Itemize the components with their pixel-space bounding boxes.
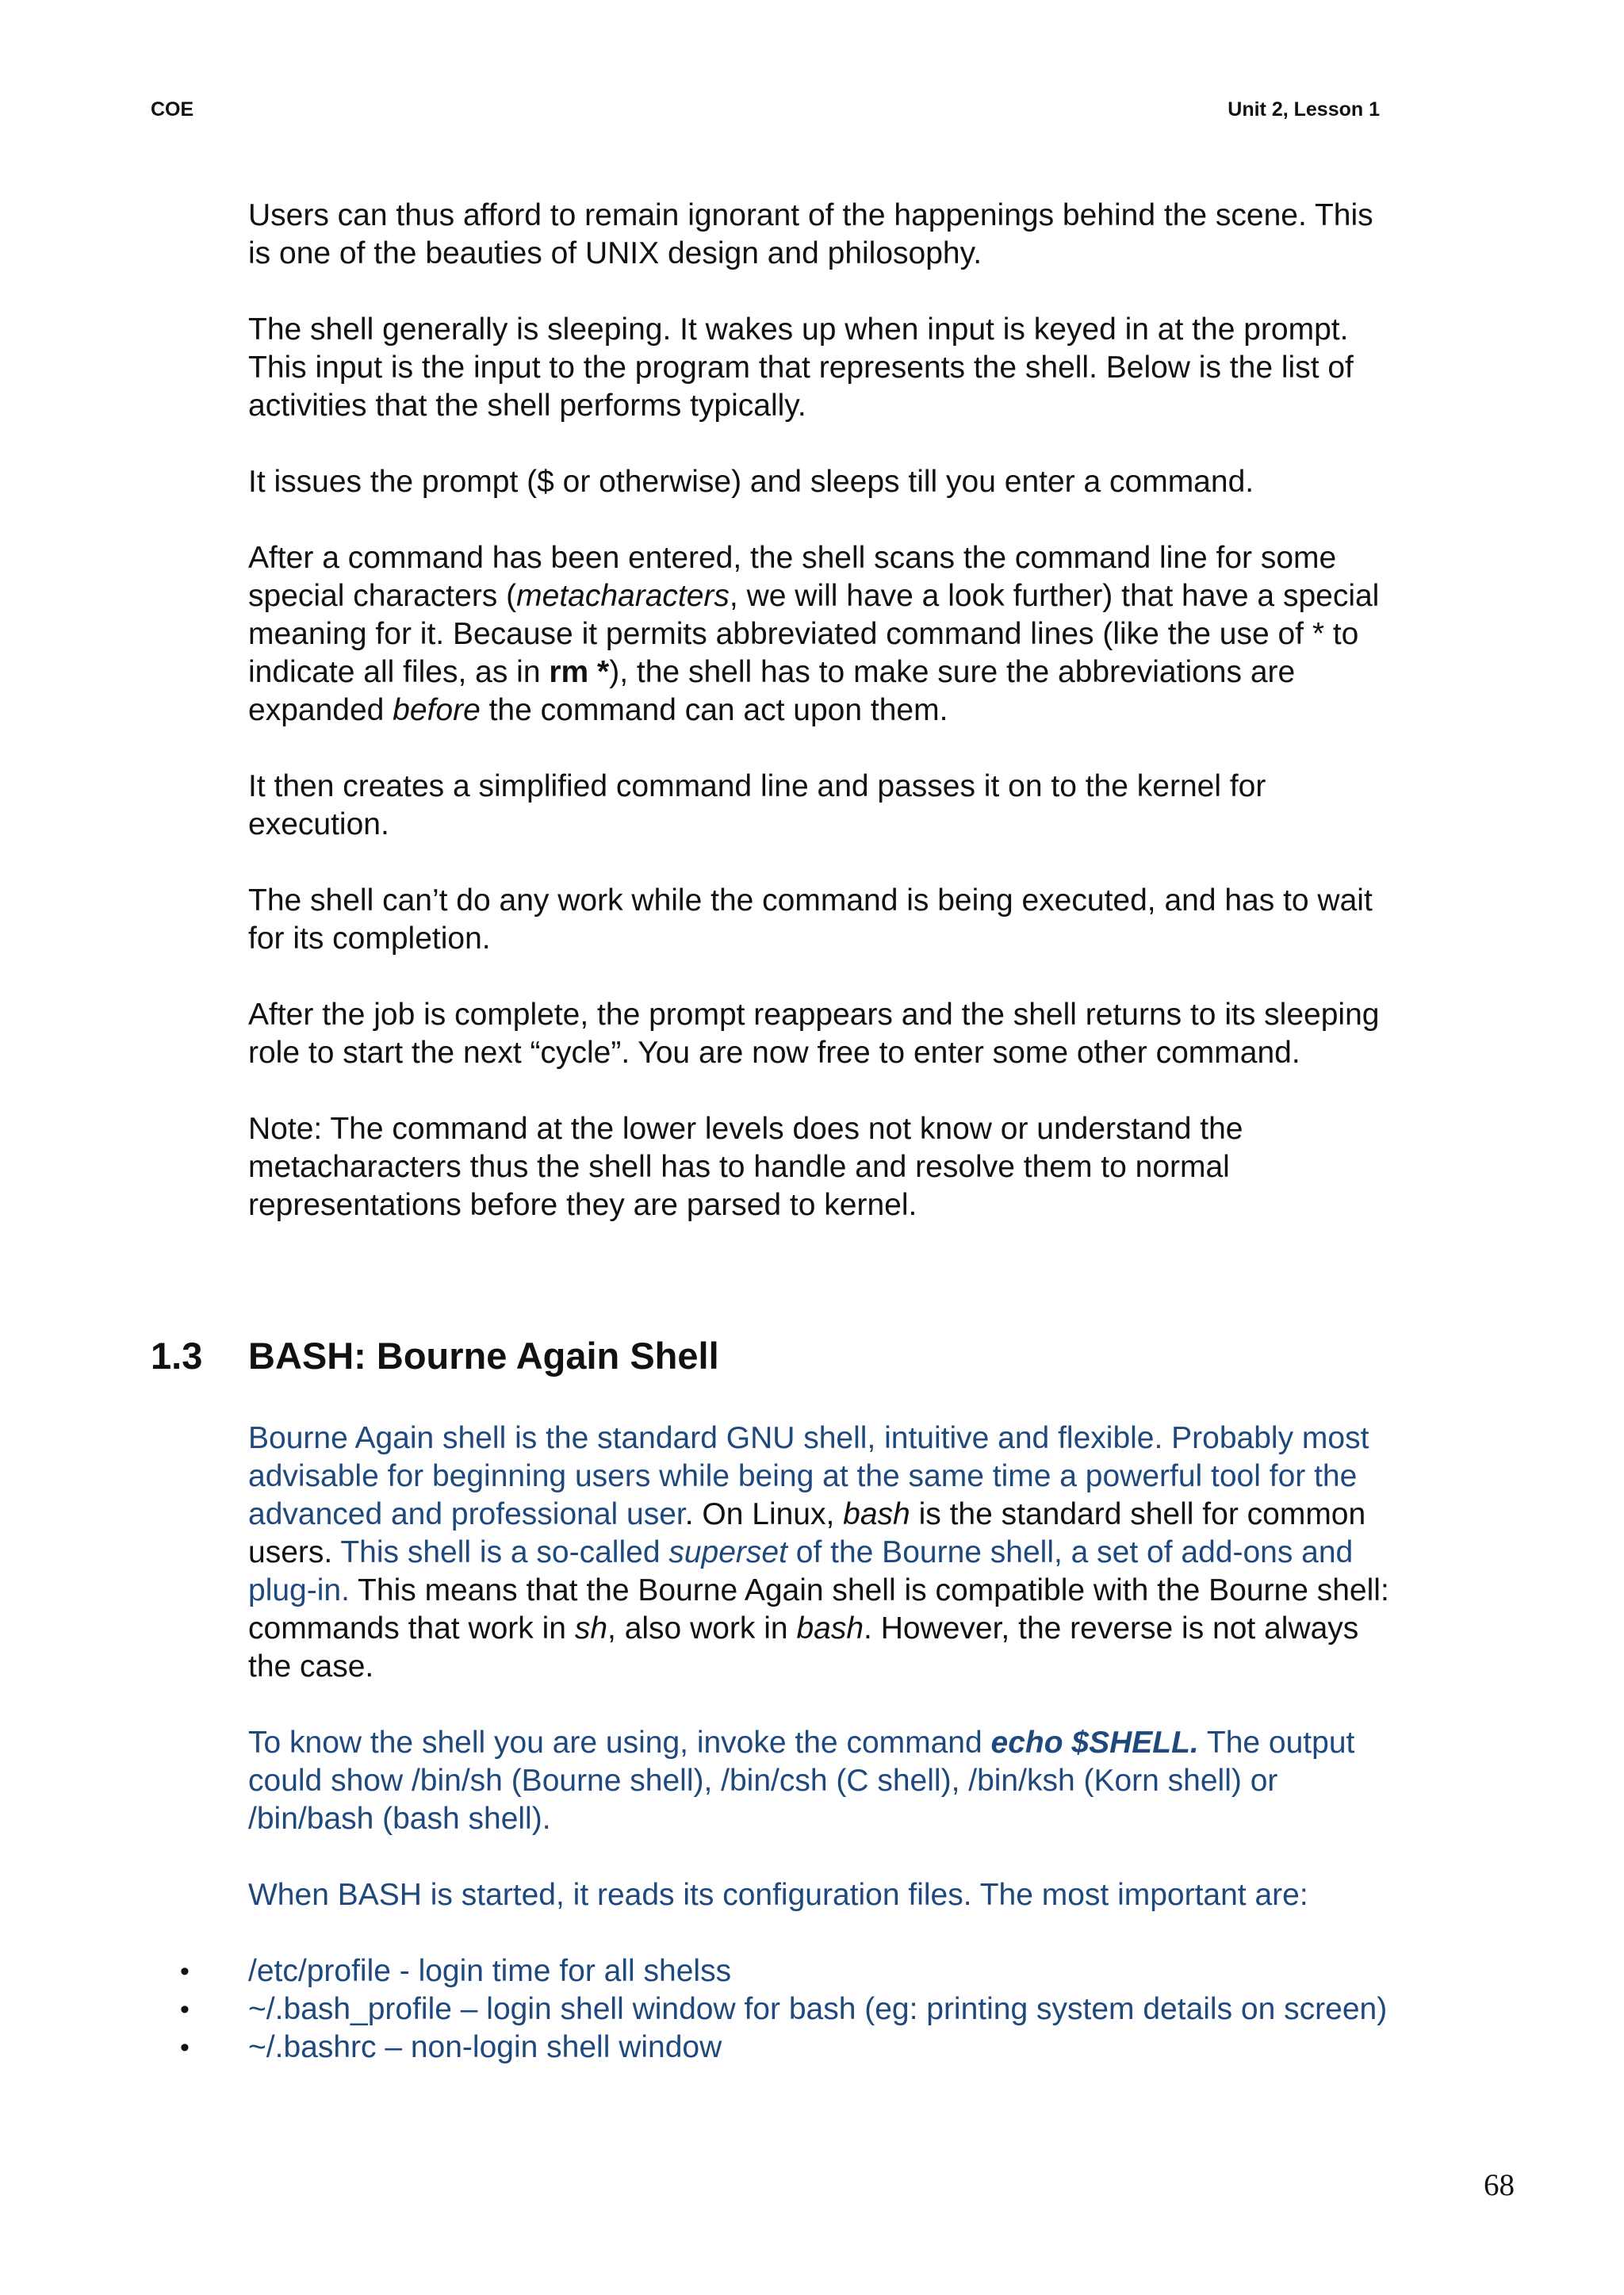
bash-p1-b: . On Linux, [684, 1497, 844, 1531]
bash-p1-a: Bourne Again shell is the standard GNU shell, intuitive and flexible. Probably most advisable for beginning users while being at the same time a powerful tool for the advanced and professional user [248, 1421, 1369, 1531]
bash-p1-h: This means that the Bourne Again shell is compatible with the Bourne shell: commands that work in [248, 1573, 1389, 1646]
bullet-icon: • [180, 1994, 190, 2025]
body-text [248, 197, 1398, 1262]
list-item [180, 1952, 1398, 1990]
p4-text-e: ), the shell has to make sure the abbreviations are expanded [248, 655, 1296, 727]
section-heading [151, 1334, 719, 1377]
config-files-list [180, 1952, 1398, 2067]
bash-p1-e: This shell is a so-called [340, 1535, 669, 1569]
p4-text-c: , we will have a look further) that have a special meaning for it. Because it permits abbreviated command lines (like the use of * to indicate all files, as in [248, 579, 1380, 689]
list-item-text: ~/.bash_profile – login shell window for bash (eg: printing system details on screen) [248, 1992, 1388, 2026]
bash-p1-bash: bash [796, 1611, 864, 1646]
bash-paragraph-3: When BASH is started, it reads its configuration files. The most important are: [248, 1878, 1308, 1912]
paragraph-1: Users can thus afford to remain ignorant of the happenings behind the scene. This is one of the beauties of UNIX design and philosophy. [248, 198, 1373, 270]
section-number: 1.3 [151, 1335, 203, 1377]
p4-text-g: the command can act upon them. [480, 693, 948, 727]
section-title: BASH: Bourne Again Shell [248, 1335, 719, 1377]
paragraph-2: The shell generally is sleeping. It wakes up when input is keyed in at the prompt. This input is the input to the program that represents the shell. Below is the list of activities that the shell performs typically. [248, 312, 1354, 423]
paragraph-6: The shell can’t do any work while the command is being executed, and has to wait for its completion. [248, 883, 1373, 956]
bullet-icon: • [180, 2033, 190, 2063]
bash-p1-g: of the Bourne shell, a set of add-ons and plug-in. [248, 1535, 1354, 1607]
bash-p2-c: The output could show /bin/sh (Bourne shell), /bin/csh (C shell), /bin/ksh (Korn shell) or /bin/bash (bash shell). [248, 1726, 1355, 1836]
list-item-text: ~/.bashrc – non-login shell window [248, 2030, 722, 2064]
bash-paragraph-2 [248, 1724, 1398, 1838]
p4-before: before [393, 693, 481, 727]
bash-p1-c: bash [843, 1497, 910, 1531]
bash-p1-j: , also work in [607, 1611, 797, 1646]
list-item [180, 1990, 1398, 2029]
paragraph-7: After the job is complete, the prompt reappears and the shell returns to its sleeping role to start the next “cycle”. You are now free to enter some other command. [248, 998, 1380, 1070]
bash-p1-d: is the standard shell for common users. [248, 1497, 1366, 1569]
p4-text-a: After a command has been entered, the shell scans the command line for some special characters ( [248, 541, 1337, 613]
list-item-text: /etc/profile - login time for all shelss [248, 1954, 732, 1988]
bash-p2-echo-command: echo $SHELL. [990, 1726, 1199, 1760]
paragraph-4 [248, 539, 1398, 730]
bash-p1-superset: superset [668, 1535, 787, 1569]
p4-metacharacters: metacharacters [516, 579, 730, 613]
bullet-icon: • [180, 1956, 190, 1987]
page-number: 68 [1484, 2168, 1515, 2202]
list-item [180, 2029, 1398, 2067]
p4-rm-command: rm * [549, 655, 610, 689]
paragraph-8: Note: The command at the lower levels does not know or understand the metacharacters thus the shell has to handle and resolve them to normal representations before they are parsed to kernel. [248, 1112, 1243, 1222]
bash-p1-sh: sh [574, 1611, 608, 1646]
bash-p1-l: . However, the reverse is not always the case. [248, 1611, 1359, 1684]
header-course: COE [151, 98, 194, 121]
bash-p2-a: To know the shell you are using, invoke the command [248, 1726, 991, 1760]
paragraph-3: It issues the prompt ($ or otherwise) and sleeps till you enter a command. [248, 465, 1254, 499]
header-unit-lesson: Unit 2, Lesson 1 [1228, 98, 1380, 121]
bash-paragraph-1 [248, 1420, 1398, 1686]
paragraph-5: It then creates a simplified command line and passes it on to the kernel for execution. [248, 769, 1266, 841]
bash-section-body [180, 1420, 1398, 2067]
